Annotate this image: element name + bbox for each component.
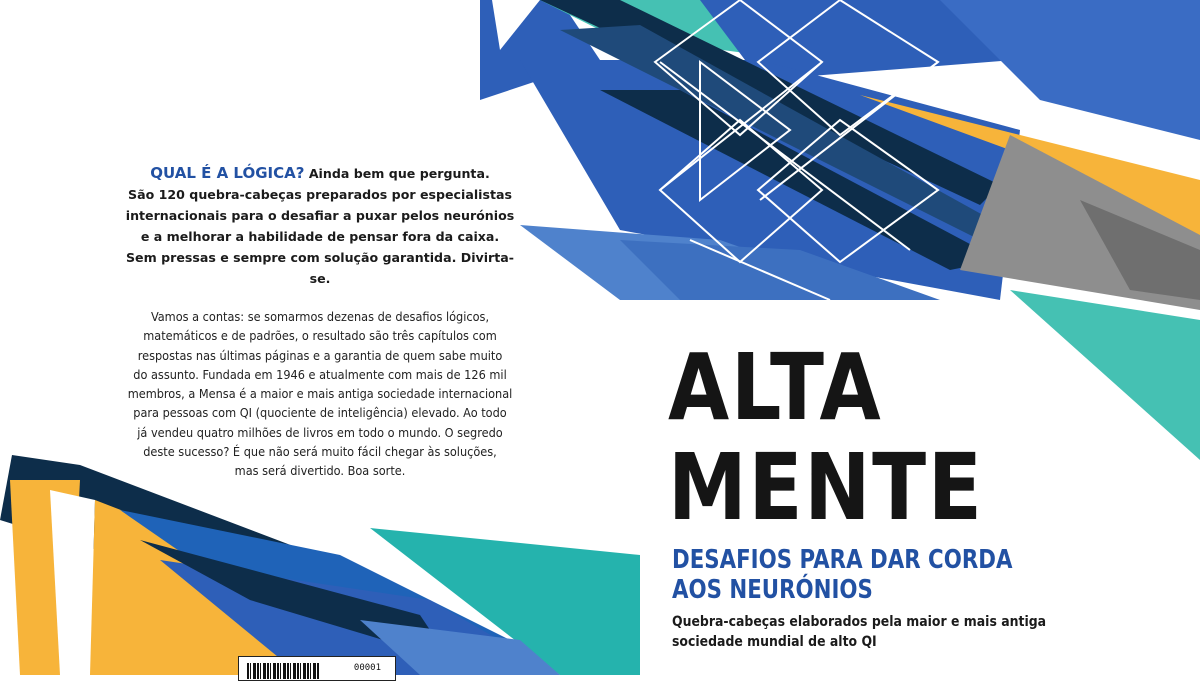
tagline-line-1: Quebra-cabeças elaborados pela maior e mais antiga — [672, 614, 1047, 630]
intro-line: São 120 quebra-cabeças preparados por especialistas — [128, 187, 512, 202]
subtitle-line-1: DESAFIOS PARA DAR CORDA — [672, 545, 1013, 575]
book-title — [668, 334, 1035, 541]
book-subtitle — [672, 545, 1012, 605]
barcode-bars — [247, 663, 319, 679]
intro-line: Ainda bem que pergunta. — [308, 166, 490, 181]
body-line: já vendeu quatro milhões de livros em todo o mundo. O segredo — [137, 424, 503, 440]
book-tagline — [672, 612, 1046, 652]
body-line: do assunto. Fundada em 1946 e atualmente com mais de 126 mil — [133, 366, 507, 382]
body-line: matemáticos e de padrões, o resultado são três capítulos com — [143, 328, 497, 344]
intro-line: e a melhorar a habilidade de pensar fora da caixa. — [140, 229, 500, 244]
body-line: para pessoas com QI (quociente de inteligência) elevado. Ao todo — [133, 405, 507, 421]
intro-paragraph — [120, 163, 520, 289]
body-line: mas será divertido. Boa sorte. — [234, 463, 406, 479]
intro-line: internacionais para o desafiar a puxar pelos neurónios — [125, 208, 515, 223]
barcode-number: 00001 — [353, 663, 381, 673]
body-line: membros, a Mensa é a maior e mais antiga sociedade internacional — [127, 386, 513, 402]
shard-teal-right — [1010, 290, 1200, 460]
barcode — [238, 656, 396, 681]
body-line: Vamos a contas: se somarmos dezenas de desafios lógicos, — [150, 309, 490, 324]
body-line: deste sucesso? É que não será muito fácil chegar às soluções, — [143, 444, 497, 460]
lead-question: QUAL É A LÓGICA? — [150, 164, 305, 182]
title-line-1: ALTA — [668, 334, 883, 441]
tagline-line-2: sociedade mundial de alto QI — [672, 634, 877, 650]
subtitle-line-2: AOS NEURÓNIOS — [672, 575, 873, 605]
title-line-2: MENTE — [668, 434, 984, 541]
body-line: respostas nas últimas páginas e a garantia de quem sabe muito — [137, 347, 503, 363]
body-paragraph — [120, 307, 520, 481]
back-cover-text — [120, 163, 520, 481]
intro-line: Sem pressas e sempre com solução garantida. Divirta-se. — [125, 250, 514, 286]
